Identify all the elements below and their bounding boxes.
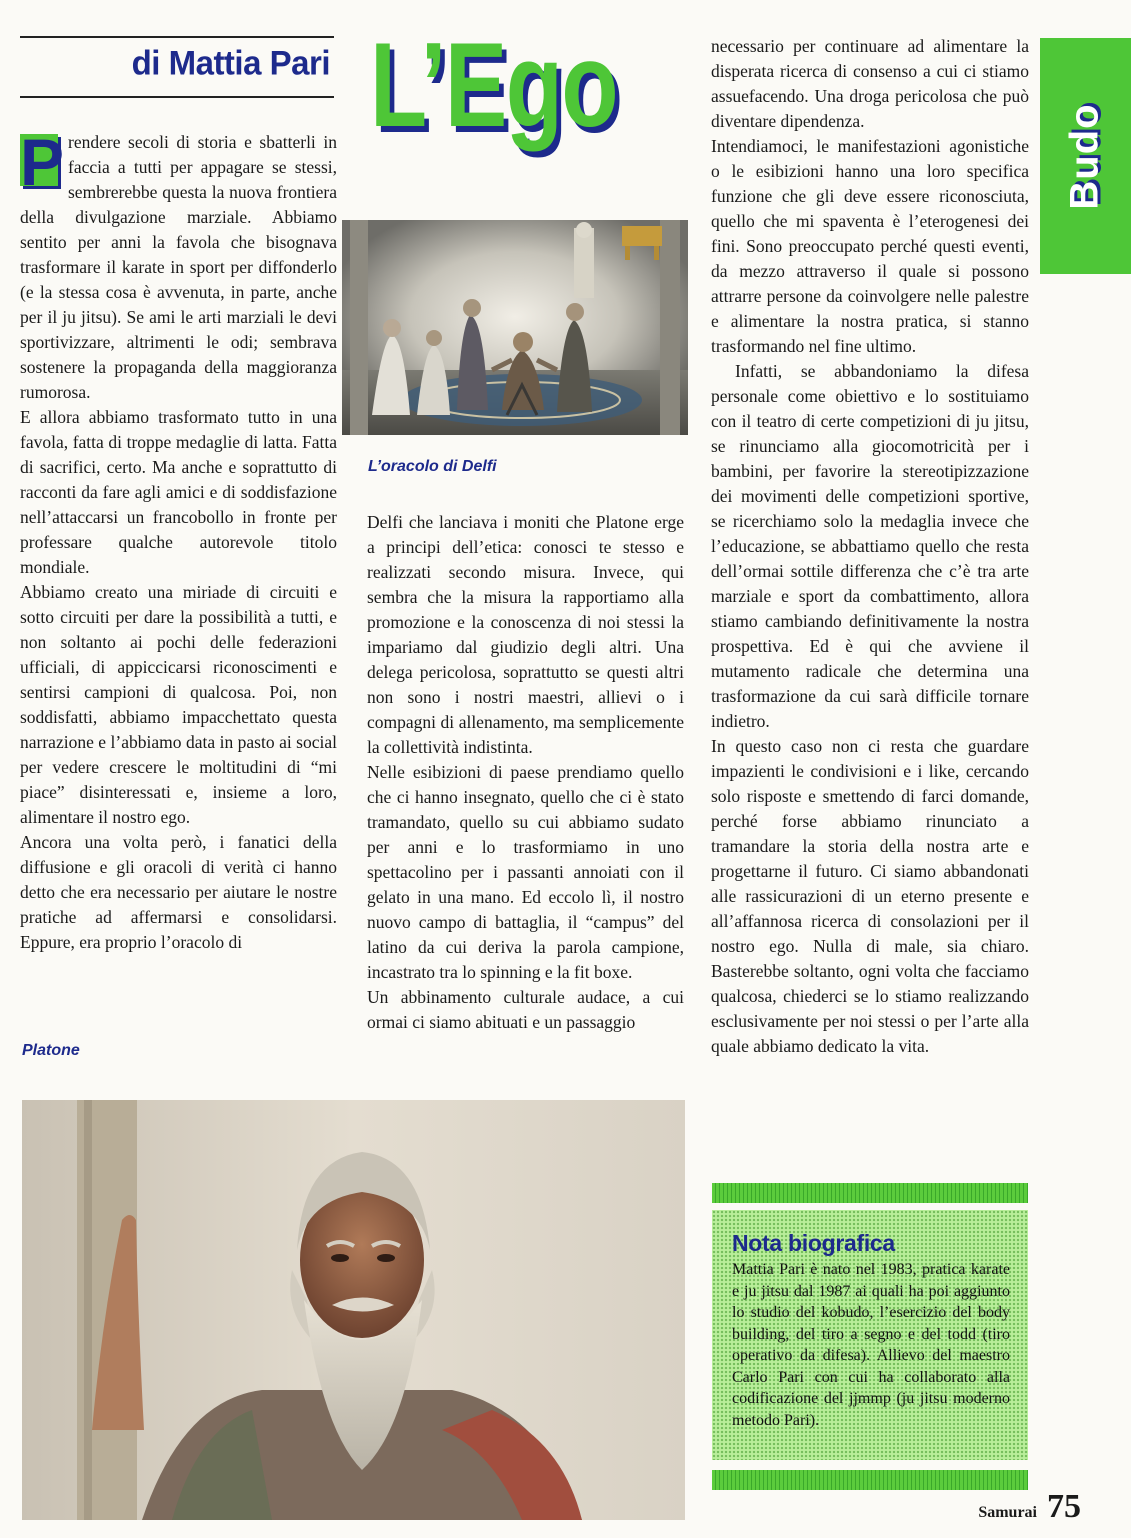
bio-top-bar	[712, 1183, 1028, 1203]
paragraph: Infatti, se abbandoniamo la difesa personale come obiettivo e lo sostituiamo con il teatro di certe competizioni di ju jitsu, se rinunciamo alla giocomotricità per i bambini, per favorire la stereotipizzazione dei movimenti delle competizioni sportive, se ricerchiamo solo la medaglia invece che l’educazione, se abbattiamo quello che resta dell’ormai sottile differenza che c’è tra arte marziale e sport da combattimento, allora stiamo cambiando definitivamente la nostra prospettiva. Ed è qui che avviene il mutamento radicale che determina una trasformazione da cui sarà difficile tornare indietro.	[711, 361, 1029, 731]
paragraph: Ancora una volta però, i fanatici della diffusione e gli oracoli di verità ci hanno detto che era necessario per aiutare le nostre pratiche ad affermarsi e consolidarsi. Eppure, era proprio l’oracolo di	[20, 832, 337, 952]
article-title: L’Ego	[370, 18, 618, 152]
paragraph	[20, 130, 337, 405]
plato-illustration	[22, 1100, 685, 1520]
author-byline: di Mattia Pari	[131, 43, 330, 82]
drop-cap: P	[20, 130, 65, 199]
section-tab-label: Budo	[1063, 102, 1107, 210]
magazine-name: Samurai	[978, 1504, 1037, 1521]
bio-text: Mattia Pari è nato nel 1983, pratica karate e ju jitsu dal 1987 ai quali ha poi aggiunto lo studio del kobudo, l’esercizio del body building, del tiro a segno e del todd (tiro operativo da difesa). Allievo del maestro Carlo Pari con cui ha collaborato alla codificazione del jjmmp (ju jitsu moderno metodo Pari).	[732, 1261, 1010, 1429]
bio-title: Nota biografica	[732, 1230, 895, 1256]
oracle-illustration	[342, 220, 688, 435]
article-column-2	[367, 510, 684, 1065]
caption-platone: Platone	[22, 1042, 80, 1059]
paragraph: Abbiamo creato una miriade di circuiti e sotto circuiti per dare la possibilità a tutti, e non soltanto ai pochi delle federazioni ufficiali, di appiccicarsi riconoscimenti e sentirsi campioni di qualcosa. Poi, non soddisfatti, abbiamo impacchettato questa narrazione e l’abbiamo data in pasto ai social per vedere crescere le moltitudini di “mi piace” disinteressati e, insieme a loro, alimentare il nostro ego.	[20, 582, 337, 827]
bio-box	[712, 1210, 1028, 1460]
page-footer	[978, 1488, 1081, 1526]
section-tab-label-wrap	[1040, 38, 1131, 274]
plato-portrait-image	[22, 1100, 685, 1520]
article-column-3	[711, 34, 1029, 1139]
paragraph-text: rendere secoli di storia e sbatterli in faccia a tutti per appagare se stessi, sembrerebbe questa la nuova frontiera della divulgazione marziale. Abbiamo sentito per anni la favola che bisognava trasformare il karate in sport per diffonderlo (e la stessa cosa è avvenuta, in parte, anche per il ju jitsu). Se ami le arti marziali le devi sportivizzare, altrimenti le odi; sembrava sostenere la propaganda della maggioranza rumorosa.	[20, 132, 337, 402]
paragraph: Delfi che lanciava i moniti che Platone erge a principi dell’etica: conosci te stesso e realizzati secondo misura. Invece, qui sembra che la misura la rapportiamo alla promozione e la conoscenza di noi stessi la impariamo dal giudizio degli altri. Una delega pericolosa, soprattutto se questi altri non sono i nostri maestri, allievi o i compagni di allenamento, ma semplicemente la collettività indistinta.	[367, 512, 684, 757]
paragraph: Un abbinamento culturale audace, a cui ormai ci siamo abituati e un passaggio	[367, 987, 684, 1032]
bio-bottom-bar	[712, 1470, 1028, 1490]
caption-delfi: L’oracolo di Delfi	[368, 458, 497, 475]
paragraph: E allora abbiamo trasformato tutto in una favola, fatta di troppe medaglie di latta. Fatta di sacrifici, certo. Ma anche e soprattutto di racconti da fare agli amici e di soddisfazione nell’attaccarsi un francobollo in fronte per professare qualche autorevole titolo mondiale.	[20, 407, 337, 577]
page-number: 75	[1047, 1488, 1081, 1525]
author-top-rule	[20, 36, 334, 38]
paragraph: Intendiamoci, le manifestazioni agonistiche o le esibizioni hanno una loro specifica funzione che gli deve essere riconosciuta, quello che mi spaventa è l’eterogenesi dei fini. Sono preoccupato perché questi eventi, da mezzo attraverso il quale si possono attrarre persone da coinvolgere nelle palestre e alimentare la nostra pratica, si stanno trasformando nel fine ultimo.	[711, 136, 1029, 356]
paragraph: necessario per continuare ad alimentare la disperata ricerca di consenso a cui ci stiamo assuefacendo. Una droga pericolosa che può diventare dipendenza.	[711, 36, 1029, 131]
paragraph: In questo caso non ci resta che guardare impazienti le condivisioni e i like, cercando solo risposte e smettendo di farci domande, perché forse abbiamo rinunciato a tramandare la storia della nostra arte e progettarne il futuro. Ci siamo abbandonati alle rassicurazioni di un eterno presente e all’affannosa ricerca di consolazioni per il nostro ego. Nulla di male, sia chiaro. Basterebbe soltanto, ogni volta che facciamo qualcosa, chiederci se lo stiamo realizzando esclusivamente per noi stessi o per l’arte alla quale abbiamo dedicato la vita.	[711, 736, 1029, 1056]
author-bottom-rule	[20, 96, 334, 98]
oracle-of-delphi-image	[342, 220, 688, 435]
article-column-1	[20, 130, 337, 1010]
paragraph: Nelle esibizioni di paese prendiamo quello che ci hanno insegnato, quello che ci è stato tramandato, quello su cui abbiamo sudato per anni e lo trasformiamo in uno spettacolino per i passanti annoiati con il gelato in una mano. Ed eccolo lì, il nostro nuovo campo di battaglia, il “campus” del latino da cui deriva la parola campione, incastrato tra lo spinning e la fit boxe.	[367, 762, 684, 982]
